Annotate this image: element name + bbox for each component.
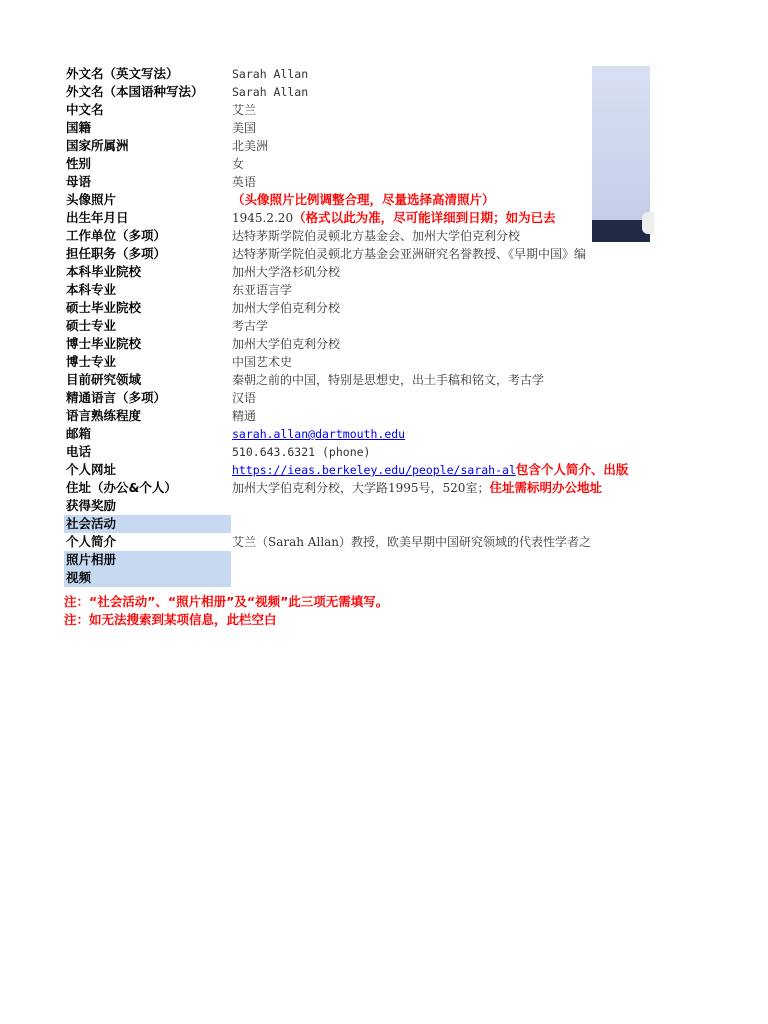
- value-phd-school: 加州大学伯克利分校: [232, 337, 341, 351]
- value-position: 达特茅斯学院伯灵顿北方基金会亚洲研究名誉教授、《早期中国》编: [232, 247, 587, 261]
- value-nationality: 美国: [232, 121, 257, 135]
- birth-date-note: （格式以此为准，尽可能详细到日期；如为已去: [293, 210, 556, 225]
- value-languages: 汉语: [232, 391, 257, 405]
- row-position: [64, 245, 650, 263]
- row-avatar-photo: [64, 191, 650, 209]
- label-chinese-name: 中文名: [66, 102, 104, 117]
- row-photo-album: [64, 551, 650, 569]
- label-continent: 国家所属洲: [66, 138, 129, 153]
- value-undergrad-school: 加州大学洛杉矶分校: [232, 265, 341, 279]
- label-nationality: 国籍: [66, 120, 92, 135]
- label-phd-major: 博士专业: [66, 354, 117, 369]
- value-master-school: 加州大学伯克利分校: [232, 301, 341, 315]
- row-foreign-name-english: [64, 65, 650, 83]
- label-undergrad-school: 本科毕业院校: [66, 264, 142, 279]
- value-continent: 北美洲: [232, 139, 269, 153]
- note-blank-if-missing: 注：如无法搜索到某项信息，此栏空白: [64, 612, 277, 627]
- label-undergrad-major: 本科专业: [66, 282, 117, 297]
- row-gender: [64, 155, 650, 173]
- value-research-field: 秦朝之前的中国，特别是思想史，出土手稿和铭文，考古学: [232, 373, 545, 387]
- label-social-activities: 社会活动: [64, 515, 231, 533]
- label-foreign-name-english: 外文名（英文写法）: [66, 66, 179, 81]
- row-awards: [64, 497, 650, 515]
- avatar-photo: [592, 66, 650, 242]
- address-note: 住址需标明办公地址: [489, 480, 602, 495]
- row-phd-school: [64, 335, 650, 353]
- row-continent: [64, 137, 650, 155]
- label-gender: 性别: [66, 156, 92, 171]
- label-video: 视频: [64, 569, 231, 587]
- value-phone: 510.643.6321 (phone): [232, 445, 371, 459]
- row-video: [64, 569, 650, 587]
- row-proficiency: [64, 407, 650, 425]
- value-native-language: 英语: [232, 175, 257, 189]
- label-languages: 精通语言（多项）: [66, 390, 167, 405]
- label-proficiency: 语言熟练程度: [66, 408, 142, 423]
- website-link[interactable]: https://ieas.berkeley.edu/people/sarah-al: [232, 463, 516, 477]
- label-foreign-name-native: 外文名（本国语种写法）: [66, 84, 204, 99]
- row-master-major: [64, 317, 650, 335]
- row-foreign-name-native: [64, 83, 650, 101]
- value-bio: 艾兰（Sarah Allan）教授，欧美早期中国研究领域的代表性学者之: [232, 535, 592, 549]
- row-chinese-name: [64, 101, 650, 119]
- value-master-major: 考古学: [232, 319, 269, 333]
- label-phd-school: 博士毕业院校: [66, 336, 142, 351]
- row-languages: [64, 389, 650, 407]
- row-birth-date: [64, 209, 650, 227]
- label-email: 邮箱: [66, 426, 92, 441]
- row-undergrad-school: [64, 263, 650, 281]
- label-phone: 电话: [66, 444, 92, 459]
- row-bio: [64, 533, 650, 551]
- row-undergrad-major: [64, 281, 650, 299]
- value-proficiency: 精通: [232, 409, 257, 423]
- value-gender: 女: [232, 157, 245, 171]
- row-native-language: [64, 173, 650, 191]
- note-no-fill: 注：“社会活动”、“照片相册”及“视频”此三项无需填写。: [64, 594, 389, 609]
- label-work-unit: 工作单位（多项）: [66, 228, 167, 243]
- row-social-activities: [64, 515, 650, 533]
- value-address: 加州大学伯克利分校，大学路1995号，520室；住址需标明办公地址: [232, 480, 602, 495]
- label-bio: 个人简介: [66, 534, 117, 549]
- row-phone: [64, 443, 650, 461]
- value-chinese-name: 艾兰: [232, 103, 257, 117]
- profile-sheet: [64, 65, 650, 645]
- email-link[interactable]: sarah.allan@dartmouth.edu: [232, 427, 406, 441]
- label-avatar-photo: 头像照片: [66, 192, 117, 207]
- row-work-unit: [64, 227, 650, 245]
- label-master-major: 硕士专业: [66, 318, 117, 333]
- value-birth-date: 1945.2.20（格式以此为准，尽可能详细到日期；如为已去: [232, 210, 556, 225]
- label-native-language: 母语: [66, 174, 92, 189]
- row-nationality: [64, 119, 650, 137]
- label-birth-date: 出生年月日: [66, 210, 129, 225]
- label-position: 担任职务（多项）: [66, 246, 167, 261]
- row-address: [64, 479, 650, 497]
- value-foreign-name-native: Sarah Allan: [232, 85, 309, 99]
- label-research-field: 目前研究领域: [66, 372, 142, 387]
- row-phd-major: [64, 353, 650, 371]
- value-phd-major: 中国艺术史: [232, 355, 293, 369]
- label-photo-album: 照片相册: [64, 551, 231, 569]
- label-master-school: 硕士毕业院校: [66, 300, 142, 315]
- value-work-unit: 达特茅斯学院伯灵顿北方基金会、加州大学伯克利分校: [232, 229, 521, 243]
- value-undergrad-major: 东亚语言学: [232, 283, 293, 297]
- row-website: [64, 461, 650, 479]
- website-note: 包含个人简介、出版: [515, 462, 629, 477]
- value-foreign-name-english: Sarah Allan: [232, 67, 309, 81]
- value-website: [232, 461, 628, 479]
- label-address: 住址（办公&个人）: [66, 480, 177, 495]
- row-email: [64, 425, 650, 443]
- label-awards: 获得奖励: [66, 498, 117, 513]
- label-website: 个人网址: [66, 462, 117, 477]
- value-avatar-photo: [232, 191, 495, 209]
- row-research-field: [64, 371, 650, 389]
- avatar-photo-note: （头像照片比例调整合理，尽量选择高清照片）: [232, 192, 495, 207]
- row-master-school: [64, 299, 650, 317]
